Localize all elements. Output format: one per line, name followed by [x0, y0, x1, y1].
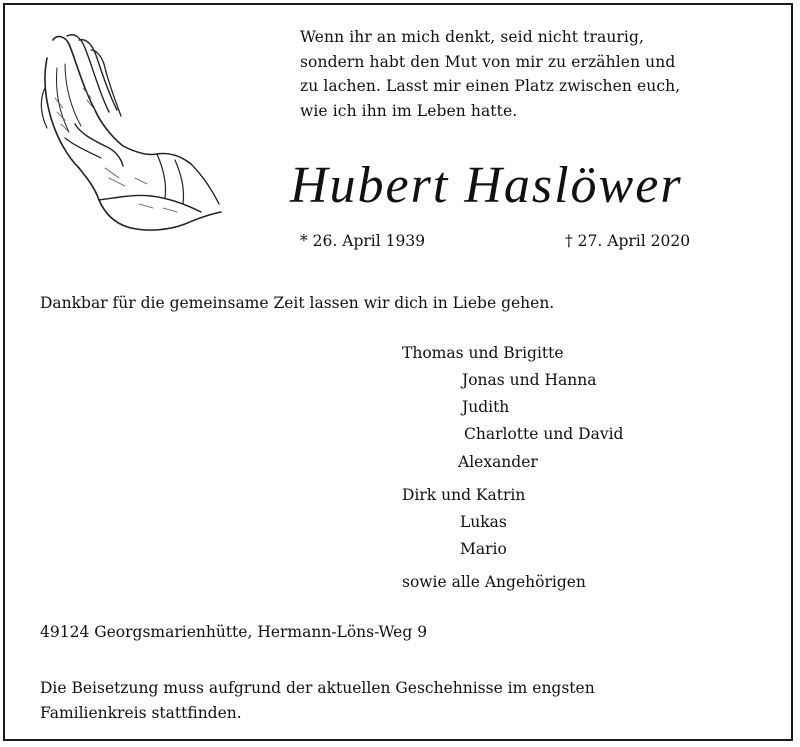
deceased-name: Hubert Haslöwer — [290, 157, 683, 214]
verse-line: sondern habt den Mut von mir zu erzählen und — [300, 52, 676, 71]
mourner-name: Alexander — [458, 453, 538, 471]
mourner-name: Judith — [462, 398, 510, 416]
praying-hands-icon — [35, 28, 227, 238]
notice-line: Die Beisetzung muss aufgrund der aktuellen Geschehnisse im engsten — [40, 679, 595, 697]
mourner-name: sowie alle Angehörigen — [402, 573, 586, 591]
verse-line: wie ich ihn im Leben hatte. — [300, 101, 518, 120]
mourner-name: Charlotte und David — [464, 425, 624, 443]
verse-line: Wenn ihr an mich denkt, seid nicht traurig, — [300, 28, 645, 46]
mourner-name: Dirk und Katrin — [402, 486, 526, 504]
mourner-name: Thomas und Brigitte — [402, 344, 564, 362]
farewell-text: Dankbar für die gemeinsame Zeit lassen wir dich in Liebe gehen. — [40, 294, 555, 312]
mourner-name: Mario — [460, 540, 507, 558]
birth-date: * 26. April 1939 — [300, 232, 426, 250]
family-address: 49124 Georgsmarienhütte, Hermann-Löns-Weg 9 — [40, 623, 428, 641]
death-date: † 27. April 2020 — [565, 232, 691, 250]
burial-notice — [40, 676, 690, 725]
mourner-name: Jonas und Hanna — [462, 371, 597, 389]
mourner-name: Lukas — [460, 513, 507, 531]
verse-line: zu lachen. Lasst mir einen Platz zwischen euch, — [300, 77, 681, 95]
notice-line: Familienkreis stattfinden. — [40, 703, 242, 722]
memorial-verse — [300, 25, 700, 123]
